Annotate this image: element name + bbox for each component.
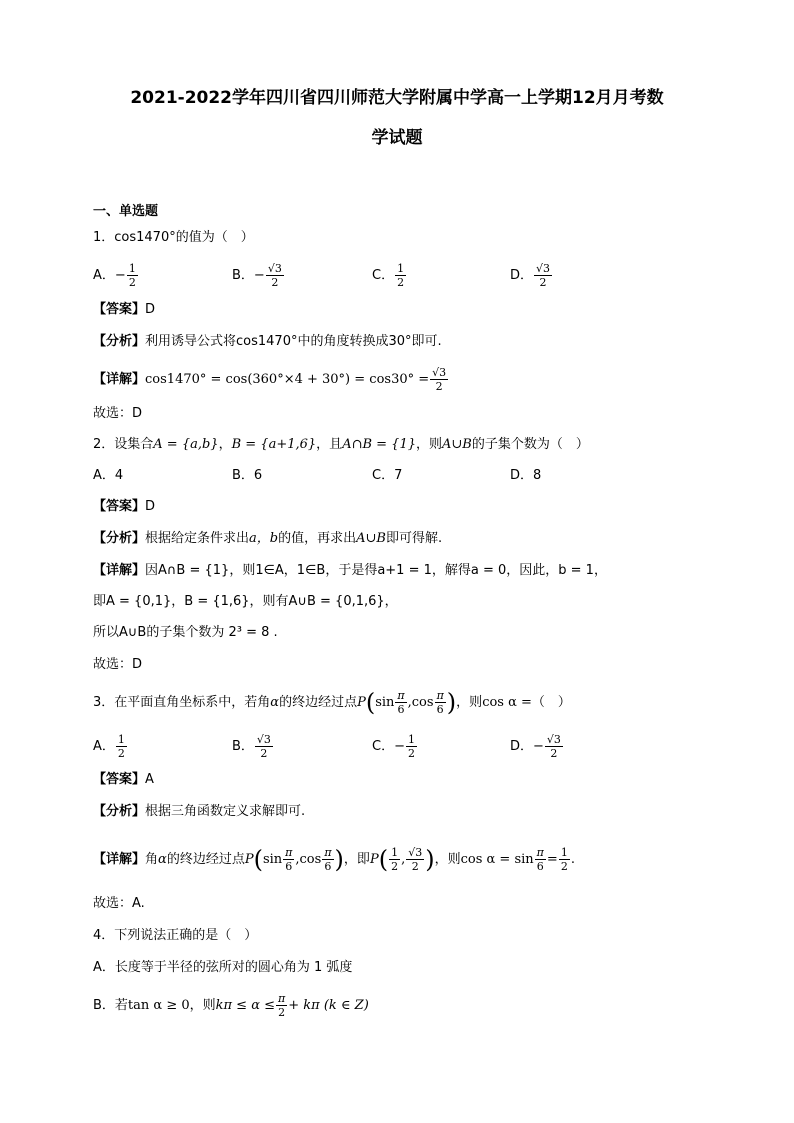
q2-answer: 【答案】D (93, 499, 156, 514)
q2-detail-line2: 即A = {0,1}，B = {1,6}，则有A∪B = {0,1,6}， (93, 594, 398, 609)
q4-option-a: A．长度等于半径的弦所对的圆心角为 1 弧度 (93, 960, 353, 975)
q2-option-c: C．7 (372, 468, 403, 483)
q3-option-a: A． $\frac{1}{2}$ (93, 733, 125, 760)
q2-detail-line1: 【详解】因A∩B = {1}，则1∈A，1∈B，于是得a+1 = 1，解得a = 0，因此，b = 1， (93, 563, 607, 578)
q2-option-b: B．6 (232, 468, 263, 483)
q2-option-d: D．8 (510, 468, 542, 483)
q4-stem: 4．下列说法正确的是（ ） (93, 928, 258, 943)
q1-option-d: D． $\frac{√3}{2}$ (510, 262, 551, 289)
q1-analysis: 【分析】利用诱导公式将cos1470°中的角度转换成30°即可. (93, 334, 442, 349)
q1-choose: 故选：D (93, 406, 143, 421)
q2-detail-line3: 所以A∪B的子集个数为 2³ = 8 . (93, 625, 278, 640)
q4-option-b: B．若tan α ≥ 0，则kπ ≤ α ≤ $\frac{\pi}{2}$ + kπ (k ∈ Z) (93, 992, 369, 1019)
q3-stem: 3．在平面直角坐标系中，若角α的终边经过点P(sin $\frac{\pi}{6}$ ,cos $\frac{\pi}{6}$ )，则cos α =（ ） (93, 688, 571, 717)
q3-option-b: B． $\frac{√3}{2}$ (232, 733, 271, 760)
q1-answer: 【答案】D (93, 302, 156, 317)
q3-detail: 【详解】角α的终边经过点P(sin $\frac{\pi}{6}$ ,cos $\frac{\pi}{6}$ )，即P( $\frac{1}{2}$ , $\frac{√3}{2}$ )，则cos α = sin $\frac{\pi}{6}$ = $\frac{1}{2}$ . (93, 845, 575, 874)
q1-option-a: A．− $\frac{1}{2}$ (93, 262, 136, 289)
q1-option-b: B．− $\frac{√3}{2}$ (232, 262, 282, 289)
q3-answer: 【答案】A (93, 772, 154, 787)
q1-stem: 1．cos1470°的值为（ ） (93, 230, 254, 245)
doc-title-line2: 学试题 (371, 128, 423, 148)
doc-title-line1: 2021-2022学年四川省四川师范大学附属中学高一上学期12月月考数 (130, 88, 664, 108)
q3-option-c: C．− $\frac{1}{2}$ (372, 733, 415, 760)
q3-option-d: D．− $\frac{√3}{2}$ (510, 733, 561, 760)
q1-option-c: C． $\frac{1}{2}$ (372, 262, 405, 289)
section-heading: 一、单选题 (93, 204, 159, 219)
q3-choose: 故选：A. (93, 896, 145, 911)
q2-stem: 2．设集合A = {a,b}，B = {a+1,6}，且A∩B = {1}，则A∪B的子集个数为（ ） (93, 437, 589, 452)
q2-analysis: 【分析】根据给定条件求出a，b的值，再求出A∪B即可得解. (93, 531, 443, 546)
q2-option-a: A．4 (93, 468, 124, 483)
q2-choose: 故选：D (93, 657, 143, 672)
q3-analysis: 【分析】根据三角函数定义求解即可. (93, 804, 306, 819)
q1-detail: 【详解】cos1470° = cos(360°×4 + 30°) = cos30° = $\frac{√3}{2}$ (93, 366, 447, 393)
